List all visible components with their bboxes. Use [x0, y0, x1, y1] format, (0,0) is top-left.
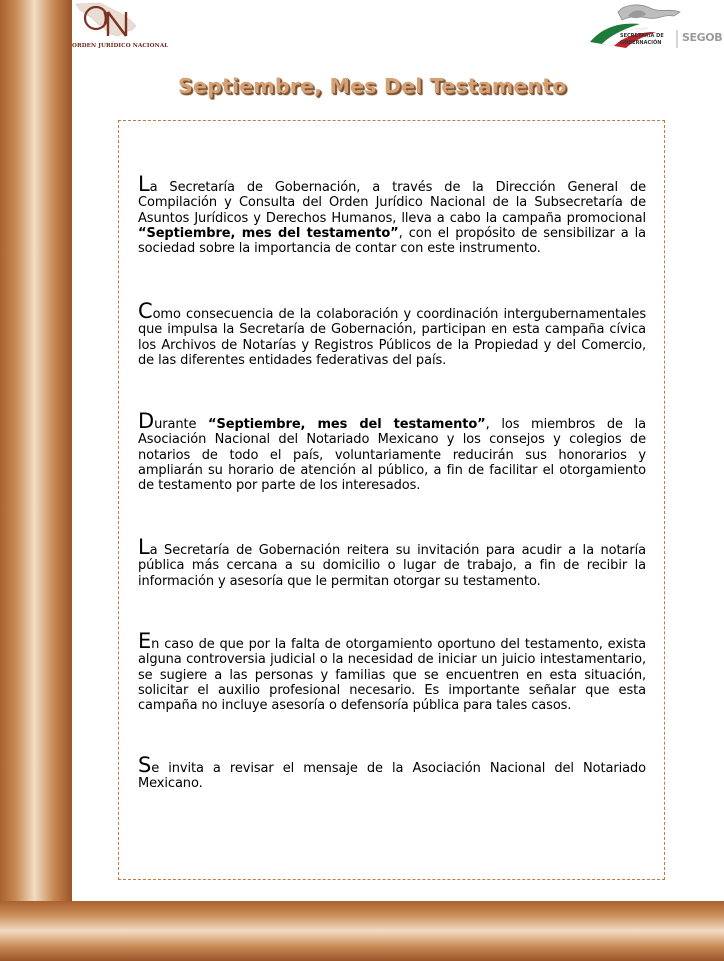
drop-cap: C [138, 299, 153, 323]
paragraph-legal-advice [138, 629, 646, 714]
paragraph-closing-link[interactable] [138, 753, 646, 792]
campaign-name: “Septiembre, mes del testamento” [138, 225, 399, 241]
drop-cap: D [138, 409, 155, 433]
bottom-decorative-bar [0, 901, 724, 961]
paragraph-text: n caso de que por la falta de otorgamiento oportuno del testamento, exista alguna controversia judicial o la necesidad de iniciar un juicio intestamentario, se sugiere a las personas y familias que se encuentren en esta situación, solicitar el auxilio profesional necesario. Es importante señalar que esta campaña no incluye asesoría o defensoría pública para tales casos. [138, 637, 646, 714]
eagle-tricolor-icon [588, 2, 723, 54]
paragraph-collaboration [138, 299, 646, 368]
orden-juridico-logo-text: ORDEN JURÍDICO NACIONAL [72, 43, 169, 49]
paragraph-text: , los miembros de la Asociación Nacional del Notariado Mexicano y los consejos y colegios de notarios de todo el país, voluntariamente reducirán sus honorarios y ampliarán su horario de atención al público, a fin de facilitar el otorgamiento de testamento por parte de los interesados. [138, 417, 646, 494]
paragraph-text: e invita a revisar el mensaje de la Asociación Nacional del Notariado Mexicano. [138, 761, 646, 792]
orden-juridico-logo[interactable] [70, 0, 170, 58]
paragraph-text: omo consecuencia de la colaboración y coordinación intergubernamentales que impulsa la Secretaría de Gobernación, participan en esta campaña cívica los Archivos de Notarías y Registros Públicos de la Propiedad y del Comercio, de las diferentes entidades federativas del país. [138, 307, 646, 368]
mexico-map-icon [70, 0, 170, 44]
segob-logo-line1: SECRETARÍA DE [620, 33, 664, 39]
paragraph-text: a Secretaría de Gobernación reitera su invitación para acudir a la notaría pública más cercana a su domicilio o lugar de trabajo, a fin de recibir la información y asesoría que le permitan otorgar su testamento. [138, 543, 646, 589]
drop-cap: L [138, 172, 150, 196]
drop-cap: L [138, 535, 150, 559]
paragraph-text: urante [154, 417, 209, 432]
campaign-name: “Septiembre, mes del testamento” [208, 417, 486, 432]
paragraph-text: a Secretaría de Gobernación, a través de la Dirección General de Compilación y Consulta del Orden Jurídico Nacional de la Subsecretaría de Asuntos Jurídicos y Derechos Humanos, lleva a cabo la campaña promocional [138, 180, 646, 226]
page-title: Septiembre, Mes Del Testamento [178, 74, 567, 98]
drop-cap: S [138, 753, 152, 777]
drop-cap: E [138, 629, 152, 653]
segob-logo-brand: SEGOB [682, 31, 723, 44]
segob-logo-line2: GOBERNACIÓN [620, 40, 662, 46]
paragraph-text: , con el propósito de sensibilizar a la sociedad sobre la importancia de contar con este instrumento. [138, 225, 647, 257]
left-decorative-bar [0, 0, 72, 961]
paragraph-campaign-intro [138, 172, 647, 257]
segob-logo[interactable] [588, 2, 723, 54]
paragraph-invitation [138, 535, 646, 589]
paragraph-notaries [138, 409, 646, 494]
